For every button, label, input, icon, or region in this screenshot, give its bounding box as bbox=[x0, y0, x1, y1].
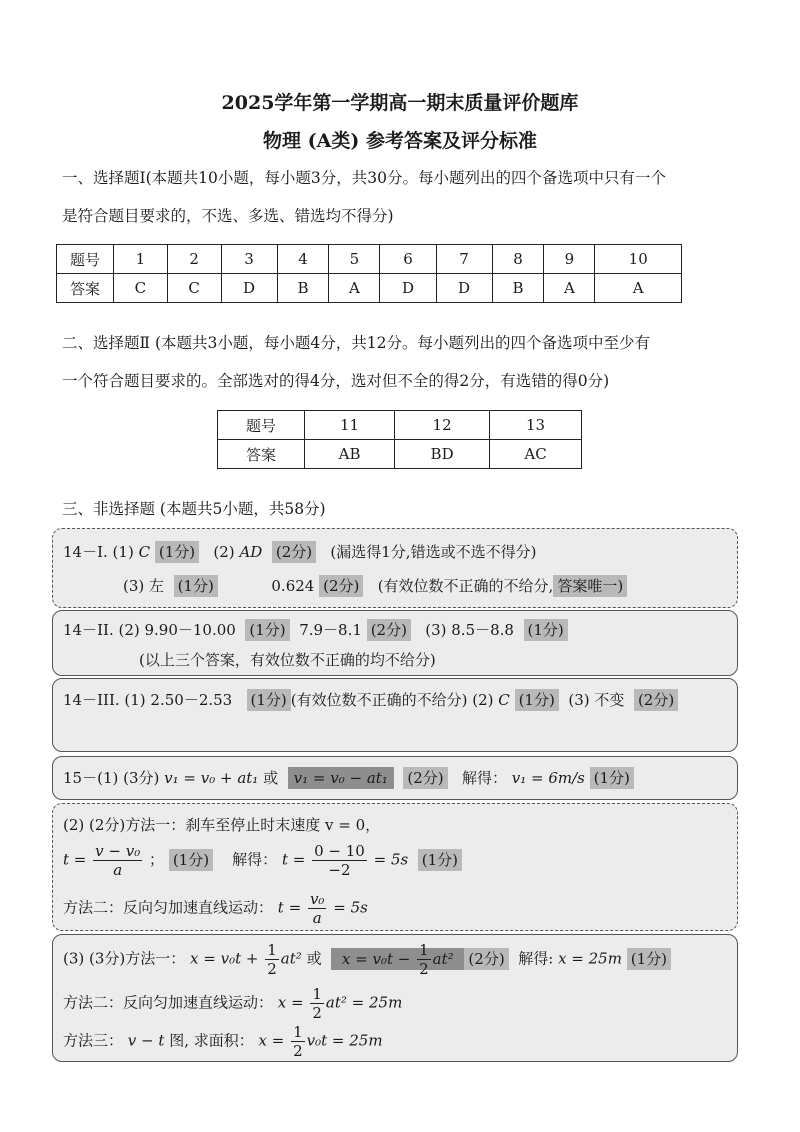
table-row-question-numbers bbox=[218, 411, 582, 440]
answer-box-15-1 bbox=[52, 756, 738, 800]
fraction-denominator: a bbox=[312, 909, 322, 927]
q15-1-result: v₁ = 6m/s bbox=[511, 769, 585, 787]
q14-3-part1-answer: 14－III. (1) 2.50－2.53 bbox=[63, 691, 233, 709]
q14-1-part3-value: 0.624 bbox=[271, 577, 315, 595]
row-label-answer: 答案 bbox=[57, 274, 114, 303]
section1-line1: 一、选择题Ⅰ(本题共10小题，每小题3分，共30分。每小题列出的四个备选项中只有一个 bbox=[62, 169, 666, 187]
answer-cell: C bbox=[167, 274, 221, 303]
fraction-denominator: 2 bbox=[312, 1004, 322, 1022]
q14-2-part2-answer: 14－II. (2) 9.90－10.00 bbox=[63, 621, 236, 639]
method3-description: 图, 求面积： bbox=[169, 1031, 254, 1050]
answer-cell: AC bbox=[490, 440, 582, 469]
method2-label: 方法二：反向匀加速直线运动： bbox=[63, 898, 274, 917]
answer-cell: D bbox=[436, 274, 492, 303]
equation-lhs: x = bbox=[258, 1031, 285, 1050]
method2-label: 方法二：反向匀加速直线运动： bbox=[63, 993, 274, 1012]
answer-cell: B bbox=[277, 274, 329, 303]
answer-cell: BD bbox=[395, 440, 490, 469]
equation-part: x = v₀t + bbox=[190, 949, 259, 968]
fraction-denominator: 2 bbox=[293, 1042, 303, 1060]
q14-1-part3-answer: (3) 左 bbox=[123, 577, 165, 595]
conjunction-or: 或 bbox=[306, 949, 322, 968]
box14-1-row2 bbox=[123, 575, 627, 596]
section2-line1: 二、选择题Ⅱ (本题共3小题，每小题4分，共12分。每小题列出的四个备选项中至少有 bbox=[62, 334, 650, 352]
question-number-cell: 6 bbox=[380, 245, 436, 274]
question-number-cell: 13 bbox=[490, 411, 582, 440]
score-badge: (1分) bbox=[515, 689, 559, 711]
grading-note: (有效位数不正确的不给分, bbox=[377, 577, 554, 595]
answer-cell: D bbox=[380, 274, 436, 303]
fraction-one-half bbox=[417, 941, 431, 978]
box14-1-row1 bbox=[63, 541, 536, 562]
q14-1-part1-label: 14－I. (1) bbox=[63, 543, 134, 561]
box14-2-row1 bbox=[63, 619, 568, 640]
q14-1-part2-answer: AD bbox=[239, 543, 263, 561]
fraction-numerator: 0 − 10 bbox=[314, 842, 365, 860]
row-label-answer: 答案 bbox=[218, 440, 305, 469]
question-number-cell: 10 bbox=[595, 245, 682, 274]
grading-note: (有效位数不正确的不给分) (2) bbox=[290, 691, 494, 709]
equation-lhs: t = bbox=[277, 898, 302, 917]
section2-line2: 一个符合题目要求的。全部选对的得4分，选对但不全的得2分，有选错的得0分) bbox=[62, 372, 610, 390]
q15-2-result: = 5s bbox=[373, 850, 409, 869]
answer-cell: A bbox=[329, 274, 380, 303]
fraction-numerator: v₀ bbox=[309, 890, 325, 908]
section3-heading-text: 三、非选择题 (本题共5小题，共58分) bbox=[62, 500, 326, 518]
fraction-0-minus-10-over-minus-2 bbox=[312, 842, 367, 879]
q15-3-method2-result: at² = 25m bbox=[325, 993, 403, 1012]
equation-part: x = v₀t − bbox=[341, 949, 411, 968]
method1-label: (3) (3分)方法一： bbox=[63, 949, 186, 968]
box15-3-row1 bbox=[63, 941, 671, 978]
q15-3-alt-equation bbox=[331, 941, 464, 978]
score-badge: (1分) bbox=[627, 948, 671, 970]
question-number-cell: 11 bbox=[305, 411, 395, 440]
fraction-denominator: −2 bbox=[328, 861, 351, 879]
table-row-question-numbers bbox=[57, 245, 682, 274]
section1-answer-table bbox=[56, 244, 682, 303]
answer-cell: C bbox=[114, 274, 168, 303]
section3-heading bbox=[62, 490, 752, 528]
q15-3-method3-result: v₀t = 25m bbox=[306, 1031, 383, 1050]
fraction-numerator: 1 bbox=[419, 941, 429, 959]
section2-instructions bbox=[62, 324, 752, 400]
equation-lhs: x = bbox=[277, 993, 304, 1012]
fraction-denominator: 2 bbox=[267, 960, 277, 978]
question-number-cell: 4 bbox=[277, 245, 329, 274]
q14-2-part3-answer: (3) 8.5－8.8 bbox=[425, 621, 514, 639]
fraction-one-half bbox=[310, 985, 324, 1022]
solve-label: 解得： bbox=[461, 769, 507, 787]
answer-cell: D bbox=[221, 274, 277, 303]
question-number-cell: 9 bbox=[544, 245, 595, 274]
conjunction-or: 或 bbox=[263, 769, 279, 787]
answer-box-14-1 bbox=[52, 528, 738, 608]
vt-graph-label: v − t bbox=[127, 1031, 165, 1050]
question-number-cell: 8 bbox=[492, 245, 544, 274]
q15-1-label: 15－(1) (3分) bbox=[63, 769, 160, 787]
grading-note-highlight: 答案唯一) bbox=[553, 575, 627, 597]
score-badge: (2分) bbox=[272, 541, 316, 563]
question-number-cell: 5 bbox=[329, 245, 380, 274]
q15-1-alt-equation: v₁ = v₀ − at₁ bbox=[288, 767, 394, 789]
box15-3-row2 bbox=[63, 985, 402, 1022]
q14-1-part1-answer: C bbox=[138, 543, 151, 561]
box15-2-row2 bbox=[63, 842, 462, 879]
fraction-one-half bbox=[265, 941, 279, 978]
score-badge: (1分) bbox=[590, 767, 634, 789]
punctuation: ； bbox=[149, 850, 165, 869]
answer-cell: A bbox=[544, 274, 595, 303]
score-badge: (1分) bbox=[174, 575, 218, 597]
score-badge: (1分) bbox=[245, 619, 289, 641]
fraction-numerator: 1 bbox=[267, 941, 277, 959]
fraction-numerator: 1 bbox=[312, 985, 322, 1003]
score-badge: (1分) bbox=[418, 849, 462, 871]
score-badge: (1分) bbox=[169, 849, 213, 871]
q14-1-part2-label: (2) bbox=[213, 543, 235, 561]
section1-instructions bbox=[62, 159, 752, 235]
equation-part: at² bbox=[280, 949, 302, 968]
score-badge: (1分) bbox=[155, 541, 199, 563]
score-badge: (1分) bbox=[524, 619, 568, 641]
equation-lhs: t = bbox=[63, 850, 87, 869]
question-number-cell: 2 bbox=[167, 245, 221, 274]
answer-box-14-3 bbox=[52, 678, 738, 752]
q15-3-result: x = 25m bbox=[558, 949, 622, 968]
solve-label: 解得: bbox=[518, 949, 554, 968]
box15-1-row bbox=[63, 767, 634, 788]
page-subtitle: 物理 (A类) 参考答案及评分标准 bbox=[263, 130, 537, 152]
q14-3-part2-answer: C bbox=[498, 691, 510, 709]
equation-lhs: t = bbox=[281, 850, 306, 869]
answer-cell: A bbox=[595, 274, 682, 303]
answer-cell: B bbox=[492, 274, 544, 303]
question-number-cell: 7 bbox=[436, 245, 492, 274]
question-number-cell: 1 bbox=[114, 245, 168, 274]
section2-answer-table bbox=[217, 410, 582, 469]
answer-box-14-2 bbox=[52, 610, 738, 676]
box14-2-row2: (以上三个答案，有效位数不正确的均不给分) bbox=[139, 651, 436, 669]
score-badge: (2分) bbox=[403, 767, 447, 789]
question-number-cell: 3 bbox=[221, 245, 277, 274]
q15-2-method2-result: = 5s bbox=[333, 898, 368, 917]
box15-3-row3 bbox=[63, 1023, 383, 1060]
score-badge: (2分) bbox=[464, 948, 508, 970]
fraction-v0-over-a bbox=[308, 890, 327, 927]
solve-label: 解得： bbox=[232, 850, 278, 869]
answer-cell: AB bbox=[305, 440, 395, 469]
fraction-numerator: v − v₀ bbox=[95, 842, 141, 860]
answer-box-15-3 bbox=[52, 934, 738, 1062]
row-label-question: 题号 bbox=[57, 245, 114, 274]
fraction-v-minus-v0-over-a bbox=[93, 842, 142, 879]
q15-1-equation: v₁ = v₀ + at₁ bbox=[164, 769, 259, 787]
table-row-answers bbox=[57, 274, 682, 303]
grading-note: (漏选得1分,错选或不选不得分) bbox=[330, 543, 537, 561]
fraction-numerator: 1 bbox=[293, 1023, 303, 1041]
score-badge: (2分) bbox=[367, 619, 411, 641]
score-badge: (2分) bbox=[634, 689, 678, 711]
answer-box-15-2 bbox=[52, 803, 738, 931]
section1-line2: 是符合题目要求的，不选、多选、错选均不得分) bbox=[62, 207, 394, 225]
question-number-cell: 12 bbox=[395, 411, 490, 440]
fraction-denominator: 2 bbox=[419, 960, 429, 978]
q14-3-part3-answer: (3) 不变 bbox=[568, 691, 625, 709]
table-row-answers bbox=[218, 440, 582, 469]
q14-2-value: 7.9－8.1 bbox=[299, 621, 362, 639]
fraction-one-half bbox=[291, 1023, 305, 1060]
box15-2-row3 bbox=[63, 890, 368, 927]
method3-label: 方法三： bbox=[63, 1031, 124, 1050]
fraction-denominator: a bbox=[113, 861, 123, 879]
row-label-question: 题号 bbox=[218, 411, 305, 440]
score-badge: (2分) bbox=[319, 575, 363, 597]
equation-part: at² bbox=[432, 949, 454, 968]
page-title: 2025学年第一学期高一期末质量评价题库 bbox=[221, 92, 579, 114]
box14-3-row1 bbox=[63, 689, 678, 710]
box15-2-row1: (2) (2分)方法一：刹车至停止时末速度 v = 0， bbox=[63, 816, 381, 834]
score-badge: (1分) bbox=[247, 689, 291, 711]
